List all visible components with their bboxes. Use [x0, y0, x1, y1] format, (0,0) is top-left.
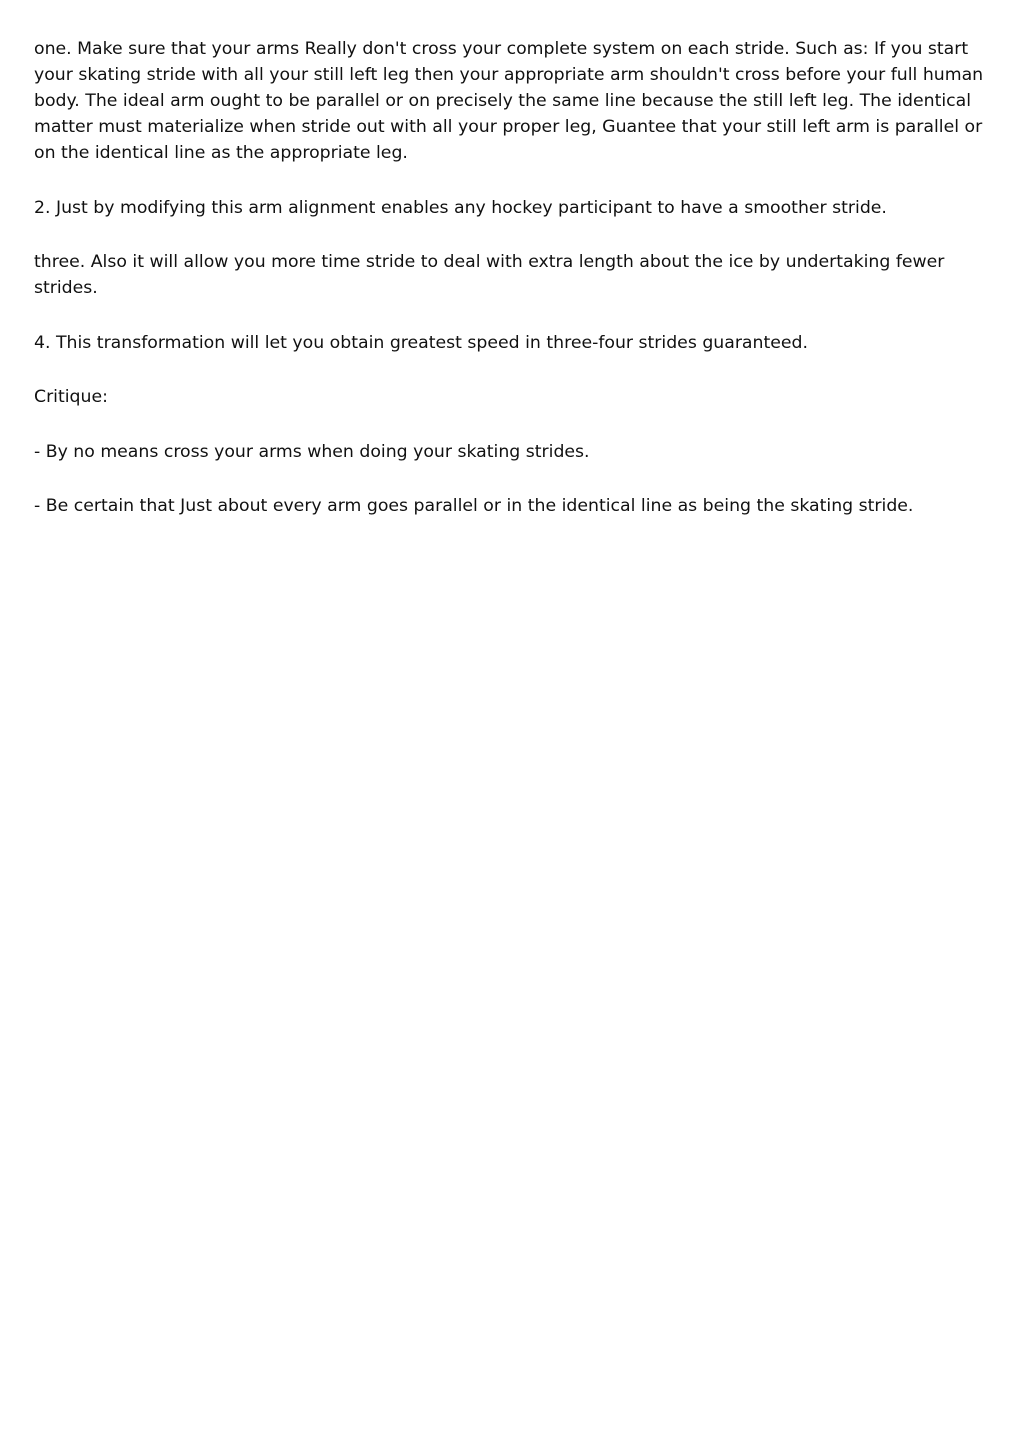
- document-body: [34, 36, 996, 548]
- paragraph-critique-parallel: - Be certain that Just about every arm goes parallel or in the identical line as being the skating stride.: [34, 496, 914, 516]
- paragraph-critique-no-cross: - By no means cross your arms when doing your skating strides.: [34, 441, 590, 462]
- paragraph-greatest-speed: 4. This transformation will let you obtain greatest speed in three-four strides guaranteed.: [34, 332, 808, 353]
- paragraph-smoother-stride: 2. Just by modifying this arm alignment enables any hockey participant to have a smoother stride.: [34, 197, 887, 218]
- paragraph-longer-stride: three. Also it will allow you more time stride to deal with extra length about the ice by undertaking fewer strides.: [34, 252, 945, 298]
- paragraph-critique-heading: Critique:: [34, 387, 108, 407]
- paragraph-arm-alignment-intro: one. Make sure that your arms Really don't cross your complete system on each stride. Such as: If you start your skating stride with all your still left leg then your appropriate arm shouldn't cross before your full human body. The ideal arm ought to be parallel or on precisely the same line because the still left leg. The identical matter must materialize when stride out with all your proper leg, Guantee that your still left arm is parallel or on the identical line as the appropriate leg.: [34, 39, 984, 163]
